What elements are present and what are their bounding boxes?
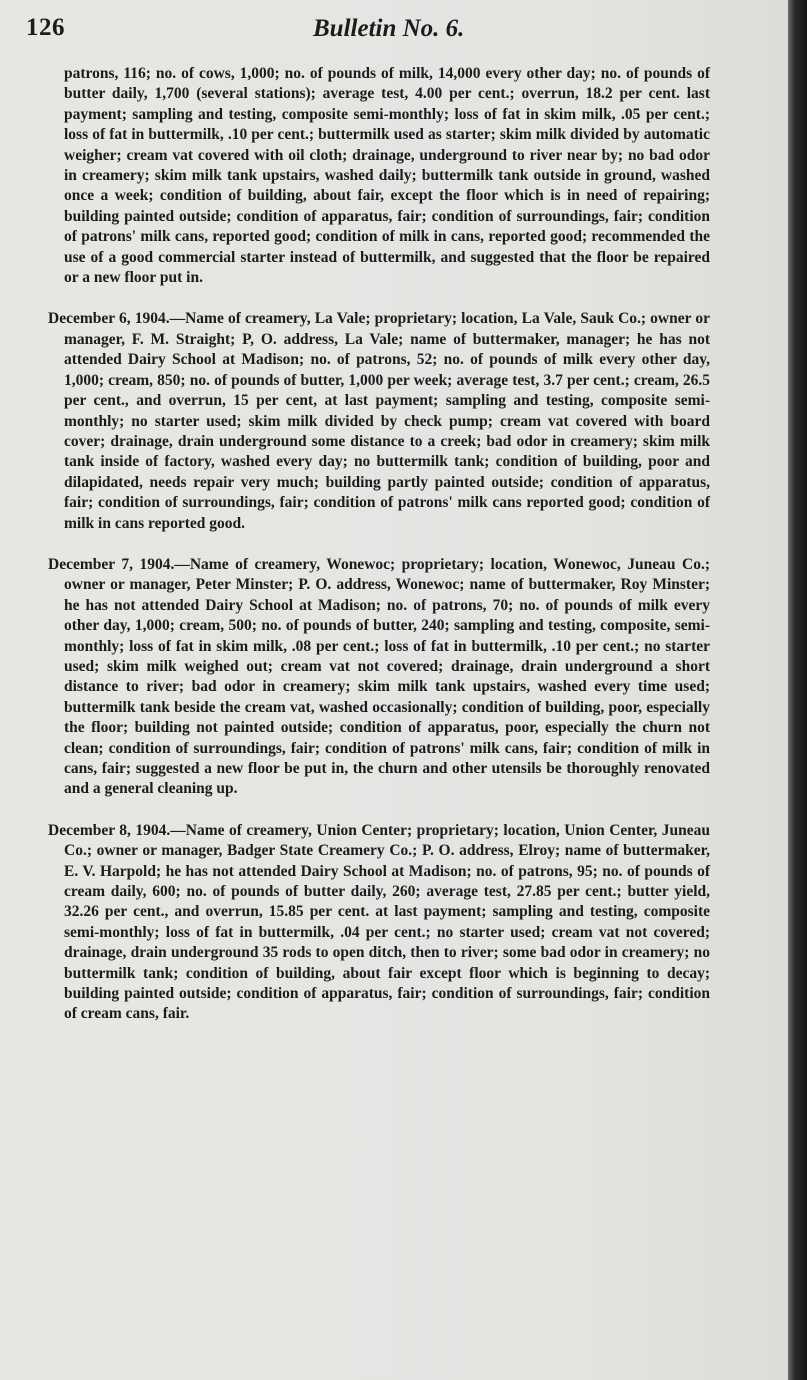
page-number: 126 xyxy=(26,14,65,41)
paragraph-continued xyxy=(26,64,710,288)
paragraph-text: patrons, 116; no. of cows, 1,000; no. of pounds of milk, 14,000 every other day; no. of pounds of butter daily, 1,700 (several stations); average test, 4.00 per cent.; overrun, 18.2 per cent. last payment; sampling and testing, composite semi-monthly; loss of fat in skim milk, .05 per cent.; loss of fat in buttermilk, .10 per cent.; buttermilk used as starter; skim milk divided by automatic weigher; cream vat covered with oil cloth; drainage, underground to river near by; no bad odor in creamery; skim milk tank upstairs, washed daily; buttermilk tank outside in ground, washed once a week; condition of building, about fair, except the floor which is in need of repairing; building painted outside; condition of apparatus, fair; condition of surroundings, fair; condition of patrons' milk cans, reported good; condition of milk in cans, reported good; recommended the use of a good commercial starter instead of buttermilk, and suggested that the floor be repaired or a new floor put in. xyxy=(64,65,710,287)
entry-date: December 6, 1904. xyxy=(48,310,170,328)
paragraph-dec-8 xyxy=(26,821,710,1025)
entry-date: December 7, 1904. xyxy=(48,555,175,573)
entry-date: December 8, 1904. xyxy=(48,821,171,839)
body-text xyxy=(26,64,710,1025)
paragraph-text: —Name of creamery, Union Center; proprietary; location, Union Center, Juneau Co.; owner or manager, Badger State Creamery Co.; P. O. address, Elroy; name of buttermaker, E. V. Harpold; he has not attended Dairy School at Madison; no. of patrons, 95; no. of pounds of cream daily, 600; no. of pounds of butter daily, 260; average test, 27.85 per cent.; butter yield, 32.26 per cent., and overrun, 15.85 per cent. at last payment; sampling and testing, composite semi-monthly; loss of fat in buttermilk, .04 per cent.; no starter used; cream vat not covered; drainage, drain underground 35 rods to open ditch, then to river; some bad odor in creamery; no buttermilk tank; condition of building, about fair except floor which is beginning to decay; building painted outside; condition of apparatus, fair; condition of surroundings, fair; condition of cream cans, fair. xyxy=(64,821,710,1023)
page-header xyxy=(26,14,766,46)
paragraph-text: —Name of creamery, Wonewoc; proprietary; location, Wonewoc, Juneau Co.; owner or manager, Peter Minster; P. O. address, Wonewoc; name of buttermaker, Roy Minster; he has not attended Dairy School at Madison; no. of patrons, 70; no. of pounds of milk every other day, 1,000; cream, 500; no. of pounds of butter, 240; sampling and testing, composite, semi-monthly; loss of fat in skim milk, .08 per cent.; loss of fat in buttermilk, .10 per cent.; no starter used; skim milk weighed out; cream vat not covered; drainage, drain underground a short distance to river; bad odor in creamery; skim milk tank upstairs, washed every time used; buttermilk tank beside the cream vat, washed occasionally; condition of building, poor, especially the floor; building not painted outside; condition of apparatus, poor, especially the churn not clean; condition of surroundings, fair; condition of patrons' milk cans, fair; condition of milk in cans, fair; suggested a new floor be put in, the churn and other utensils be thoroughly renovated and a general cleaning up. xyxy=(64,555,710,798)
paragraph-dec-7 xyxy=(26,555,710,800)
book-binding-edge xyxy=(788,0,807,1380)
paragraph-text: —Name of creamery, La Vale; proprietary; location, La Vale, Sauk Co.; owner or manager, F. M. Straight; P, O. address, La Vale; name of buttermaker, manager; he has not attended Dairy School at Madison; no. of patrons, 52; no. of pounds of milk every other day, 1,000; cream, 850; no. of pounds of butter, 1,000 per week; average test, 3.7 per cent.; cream, 26.5 per cent., and overrun, 15 per cent, at last payment; sampling and testing, composite semi-monthly; no starter used; skim milk divided by check pump; cream vat covered with board cover; drainage, drain underground some distance to a creek; bad odor in creamery; skim milk tank inside of factory, washed every day; no buttermilk tank; condition of building, poor and dilapidated, needs repair very much; building partly painted outside; condition of apparatus, fair; condition of surroundings, fair; condition of patrons' milk cans reported good; condition of milk in cans reported good. xyxy=(64,310,710,532)
paragraph-dec-6 xyxy=(26,309,710,533)
running-title: Bulletin No. 6. xyxy=(313,15,465,42)
